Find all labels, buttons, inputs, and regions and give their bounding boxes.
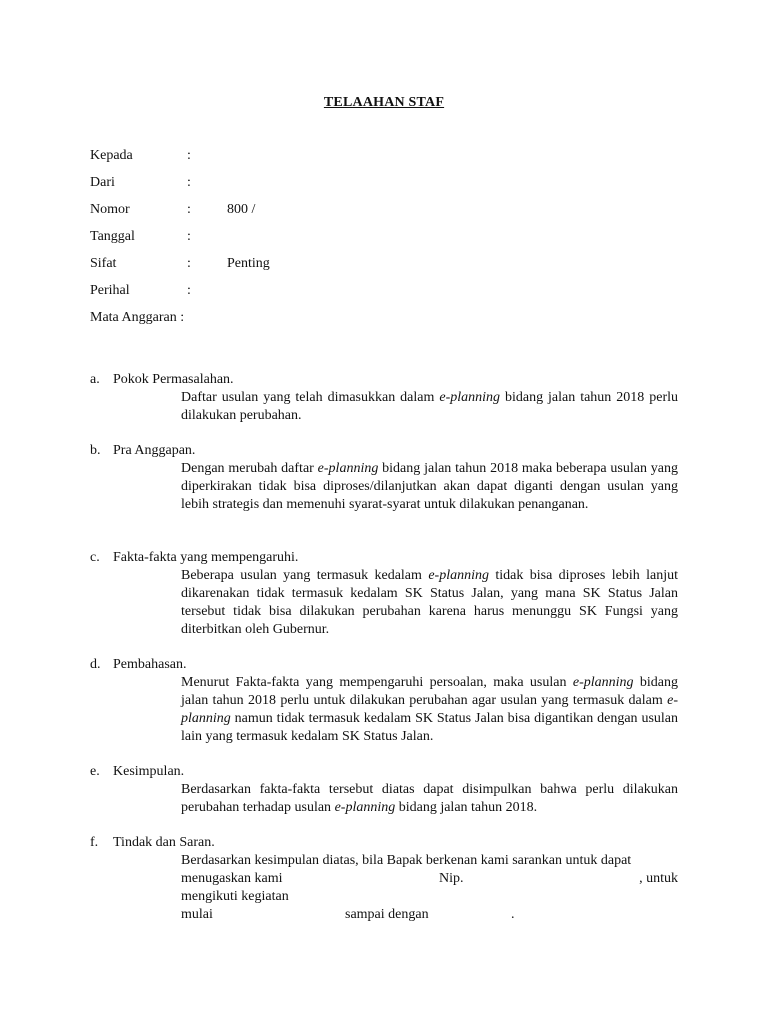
section-letter: b. (90, 443, 101, 458)
saran-mulai: mulai (181, 907, 213, 922)
section-kesimpulan (90, 763, 678, 819)
field-label: Dari (90, 175, 115, 190)
section-body: Beberapa usulan yang termasuk kedalam e-planning tidak bisa diproses lebih lanjut dikarenakan tidak termasuk kedalam SK Status Jalan, yang mana SK Status Jalan tersebut tidak bisa dilakukan perubahan karena harus menunggu SK Fungsi yang diterbitkan oleh Gubernur. (181, 568, 678, 637)
saran-line-2 (181, 870, 678, 888)
field-value: 800 / (227, 202, 256, 217)
field-colon: : (187, 229, 191, 244)
saran-nip-label: Nip. (439, 871, 464, 886)
section-letter: a. (90, 372, 100, 387)
field-label: Sifat (90, 256, 117, 271)
section-fakta-fakta (90, 549, 678, 641)
saran-line-3: mengikuti kegiatan (181, 889, 289, 904)
section-pokok-permasalahan (90, 371, 678, 427)
section-heading: Tindak dan Saran. (113, 835, 215, 850)
field-colon: : (187, 283, 191, 298)
section-heading: Pokok Permasalahan. (113, 372, 234, 387)
section-letter: d. (90, 657, 101, 672)
field-label: Tanggal (90, 229, 135, 244)
saran-end-period: . (511, 907, 515, 922)
section-tindak-dan-saran (90, 834, 678, 934)
section-letter: e. (90, 764, 100, 779)
saran-line-1: Berdasarkan kesimpulan diatas, bila Bapak berkenan kami sarankan untuk dapat (181, 853, 632, 868)
saran-sampai-dengan: sampai dengan (345, 907, 429, 922)
document-title: TELAAHAN STAF (323, 95, 445, 110)
field-label: Perihal (90, 283, 130, 298)
field-label: Kepada (90, 148, 133, 163)
field-colon: : (187, 256, 191, 271)
section-body: Daftar usulan yang telah dimasukkan dalam e-planning bidang jalan tahun 2018 perlu dilakukan perubahan. (181, 390, 678, 423)
section-letter: c. (90, 550, 100, 565)
saran-untuk: , untuk (639, 871, 678, 886)
section-body: Dengan merubah daftar e-planning bidang jalan tahun 2018 maka beberapa usulan yang diperkirakan tidak bisa diproses/dilanjutkan akan dapat diganti dengan usulan yang lebih strategis dan memenuhi syarat-syarat untuk dilakukan penanganan. (181, 461, 679, 512)
section-heading: Pembahasan. (113, 657, 187, 672)
field-value: Penting (227, 256, 270, 271)
section-heading: Pra Anggapan. (113, 443, 196, 458)
section-pembahasan (90, 656, 678, 748)
section-heading: Fakta-fakta yang mempengaruhi. (113, 550, 299, 565)
section-pra-anggapan (90, 442, 678, 534)
saran-line-4 (181, 906, 678, 924)
section-body: Berdasarkan fakta-fakta tersebut diatas dapat disimpulkan bahwa perlu dilakukan perubahan terhadap usulan e-planning bidang jalan tahun 2018. (181, 782, 678, 815)
section-heading: Kesimpulan. (113, 764, 185, 779)
field-colon: : (187, 148, 191, 163)
section-body: Menurut Fakta-fakta yang mempengaruhi persoalan, maka usulan e-planning bidang jalan tahun 2018 perlu untuk dilakukan perubahan agar usulan yang termasuk dalam e-planning namun tidak termasuk kedalam SK Status Jalan bisa digantikan dengan usulan lain yang termasuk kedalam SK Status Jalan. (181, 675, 679, 744)
field-label: Mata Anggaran : (90, 310, 185, 325)
saran-menugaskan: menugaskan kami (181, 871, 283, 886)
field-label: Nomor (90, 202, 130, 217)
section-letter: f. (90, 835, 99, 850)
field-colon: : (187, 175, 191, 190)
field-colon: : (187, 202, 191, 217)
